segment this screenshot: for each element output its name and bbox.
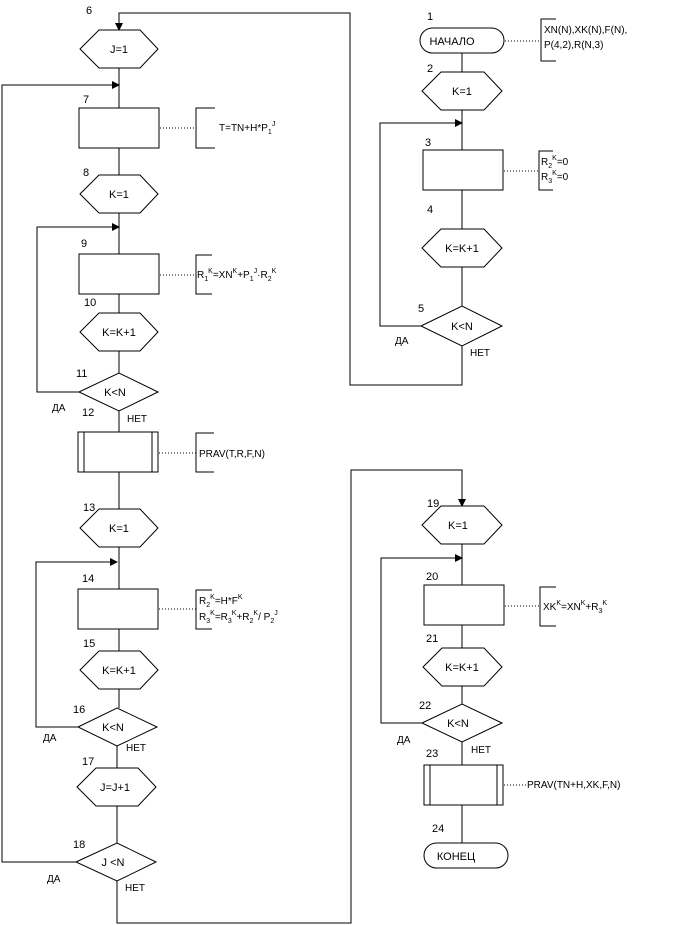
block-number: 4 xyxy=(427,204,434,216)
comment-23: PRAV(TN+H,XK,F,N) xyxy=(527,780,621,791)
decision-block-16 xyxy=(78,708,157,746)
branch-yes-label: ДА xyxy=(52,403,66,414)
connectors xyxy=(2,13,462,923)
prep-block-19-label: K=1 xyxy=(448,520,468,532)
block-number: 5 xyxy=(418,303,425,315)
block-number: 20 xyxy=(426,571,439,583)
process-block-14 xyxy=(78,589,158,629)
prep-block-10 xyxy=(80,313,158,351)
block-number: 10 xyxy=(84,297,97,309)
comment-9: $R_1^K=XN^K+P_1^J\cdot R_2^K$ xyxy=(197,268,277,283)
branch-no-label: НЕТ xyxy=(125,883,145,894)
decision-block-16-label: K<N xyxy=(102,722,124,734)
comment-1-line-2: P(4,2),R(N,3) xyxy=(544,40,604,51)
prep-block-6-label: J=1 xyxy=(109,44,129,56)
subroutine-block-23 xyxy=(424,765,503,805)
comments xyxy=(159,19,627,791)
prep-block-4 xyxy=(422,229,502,267)
comment-3-line-1: $R_2^K=0$ xyxy=(541,155,569,170)
block-number: 8 xyxy=(83,167,90,179)
block-number: 1 xyxy=(427,11,434,23)
block-number: 12 xyxy=(82,407,95,419)
comment-3-line-2: $R_3^K=0$ xyxy=(541,170,569,185)
branch-yes-label: ДА xyxy=(43,733,57,744)
comment-14-line-2: $R_3^K=R_3^K+R_2^K/$ $P_2^J$ xyxy=(199,610,278,625)
block-number: 17 xyxy=(82,756,95,768)
block-number: 3 xyxy=(425,137,432,149)
decision-block-18-label: J <N xyxy=(101,857,125,869)
block-number: 13 xyxy=(83,502,96,514)
branch-yes-label: ДА xyxy=(395,336,409,347)
prep-block-17 xyxy=(77,768,156,806)
block-number: 9 xyxy=(81,238,88,250)
block-number: 14 xyxy=(82,573,95,585)
branch-no-label: НЕТ xyxy=(471,745,491,756)
block-number: 22 xyxy=(419,700,432,712)
block-number: 16 xyxy=(73,704,86,716)
end-label: КОНЕЦ xyxy=(436,851,476,863)
prep-block-2-label: K=1 xyxy=(452,86,472,98)
decision-block-22-label: K<N xyxy=(447,718,469,730)
process-block-20 xyxy=(424,585,504,625)
decision-block-18 xyxy=(76,843,156,881)
process-block-3 xyxy=(423,150,503,190)
comment-20: $XK^K=XN^K+R_3^K$ xyxy=(543,600,608,615)
prep-block-21 xyxy=(423,648,502,686)
decision-block-11 xyxy=(79,373,158,411)
branch-yes-label: ДА xyxy=(47,874,61,885)
prep-block-8-label: K=1 xyxy=(109,189,129,201)
prep-block-17-label: J=J+1 xyxy=(100,782,130,794)
prep-block-19 xyxy=(422,506,502,544)
block-number: 2 xyxy=(427,63,434,75)
block-number: 23 xyxy=(426,748,439,760)
decision-block-5 xyxy=(421,306,502,346)
start-terminal xyxy=(420,28,504,53)
prep-block-15 xyxy=(80,651,158,689)
decision-block-5-label: K<N xyxy=(451,321,473,333)
decision-block-11-label: K<N xyxy=(104,387,126,399)
subroutine-block-12 xyxy=(78,432,158,472)
branch-yes-label: ДА xyxy=(397,735,411,746)
prep-block-2 xyxy=(422,72,502,110)
comment-1-line-1: XN(N),XK(N),F(N), xyxy=(544,25,628,36)
comment-7: $T=TN+H*P_1^J$ xyxy=(219,121,276,136)
comment-12: PRAV(T,R,F,N) xyxy=(199,449,265,460)
branch-no-label: НЕТ xyxy=(127,414,147,425)
block-number: 21 xyxy=(426,633,439,645)
prep-block-15-label: K=K+1 xyxy=(102,665,136,677)
comment-14-line-1: $R_2^K=H*F^K$ xyxy=(199,594,243,609)
branch-no-label: НЕТ xyxy=(470,348,490,359)
process-block-9 xyxy=(79,254,159,294)
block-number: 11 xyxy=(76,368,88,380)
end-terminal xyxy=(424,843,508,868)
prep-block-6 xyxy=(80,30,158,68)
block-number: 15 xyxy=(83,638,96,650)
branch-no-label: НЕТ xyxy=(126,743,146,754)
block-number: 24 xyxy=(432,823,445,835)
block-number: 18 xyxy=(73,839,86,851)
prep-block-4-label: K=K+1 xyxy=(445,243,479,255)
block-number: 6 xyxy=(86,5,93,17)
prep-block-21-label: K=K+1 xyxy=(445,662,479,674)
block-number: 7 xyxy=(83,94,90,106)
prep-block-13 xyxy=(80,509,158,547)
process-block-7 xyxy=(79,108,159,148)
decision-block-22 xyxy=(422,704,502,742)
prep-block-13-label: K=1 xyxy=(109,523,129,535)
prep-block-8 xyxy=(80,175,158,213)
start-label: НАЧАЛО xyxy=(429,36,475,48)
block-number: 19 xyxy=(427,498,440,510)
prep-block-10-label: K=K+1 xyxy=(102,327,136,339)
